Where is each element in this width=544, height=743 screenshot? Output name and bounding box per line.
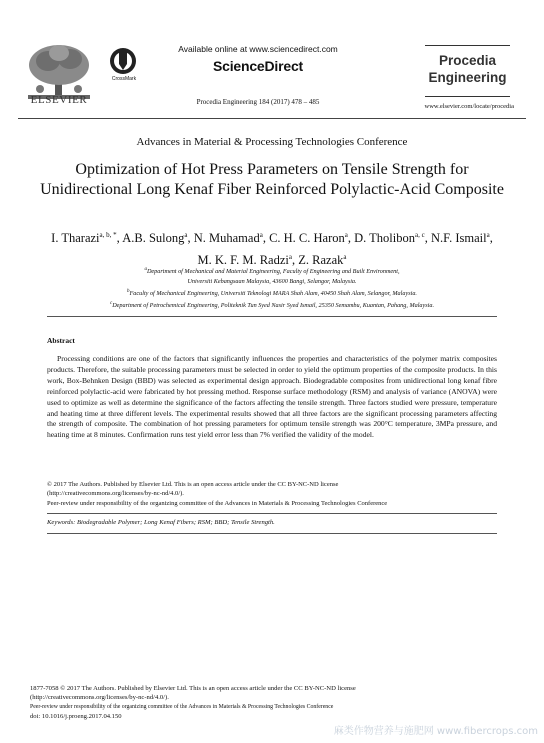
author-name: D. Tholibon [354, 231, 416, 246]
author-affiliation-mark: a, c [415, 231, 425, 239]
author-separator: , [262, 231, 270, 246]
author-separator: , [489, 231, 493, 246]
keywords-top-rule [47, 513, 497, 514]
journal-citation: Procedia Engineering 184 (2017) 478 – 485 [196, 98, 320, 106]
affiliation-line [30, 277, 514, 287]
affiliation-list [30, 265, 514, 311]
affiliation-mark: b [127, 289, 130, 295]
author-affiliation-mark: a [343, 253, 347, 262]
author-affiliation-mark: a [259, 231, 263, 239]
author-separator: , [292, 253, 299, 268]
author-name: N.F. Ismail [430, 231, 487, 246]
license-line: © 2017 The Authors. Published by Elsevier Ltd. This is an open access article under the CC BY-NC-ND license [47, 481, 339, 488]
footer-issn-line: 1877-7058 © 2017 The Authors. Published by Elsevier Ltd. This is an open access article under the CC BY-NC-ND license [30, 685, 356, 692]
affiliation-text: Universiti Kebangsaan Malaysia, 43600 Bangi, Selangor, Malaysia. [187, 278, 357, 286]
keywords-label: Keywords: [47, 519, 76, 526]
license-notice [47, 480, 497, 508]
footer-license-link[interactable]: (http://creativecommons.org/licenses/by-nc-nd/4.0/). [30, 694, 169, 702]
footer-notice [30, 684, 500, 722]
abstract-heading: Abstract [47, 336, 75, 345]
author-separator: , [347, 231, 355, 246]
keywords-list: Biodegradable Polymer; Long Kenaf Fibers; RSM; BBD; Tensile Strength. [76, 519, 275, 526]
keywords-bottom-rule [47, 533, 497, 534]
crossmark-label: CrossMark [111, 76, 137, 82]
author-separator: , [424, 231, 431, 246]
header-divider [18, 118, 526, 119]
author-name: A.B. Sulong [122, 231, 185, 246]
journal-box-top-rule [425, 45, 510, 46]
author-name: N. Muhamad [193, 231, 260, 246]
author-name: C. H. C. Haron [269, 231, 345, 246]
author-affiliation-mark: a [486, 231, 490, 239]
publisher-name: ELSEVIER [30, 94, 88, 106]
journal-name-line2: Engineering [428, 70, 507, 85]
journal-box-bottom-rule [425, 96, 510, 97]
available-online-text: Available online at www.sciencedirect.com [178, 44, 338, 54]
affiliation-line [30, 299, 514, 311]
affiliation-text: Department of Mechanical and Material Engineering, Faculty of Engineering and Built Environment, [146, 268, 400, 276]
affiliation-mark: c [109, 301, 113, 307]
author-separator: , [116, 231, 123, 246]
abstract-divider [47, 316, 497, 317]
author-list [30, 226, 514, 270]
author-name: Z. Razak [298, 253, 344, 268]
affiliation-mark: a [144, 267, 147, 272]
author-name: M. K. F. M. Radzi [197, 253, 289, 268]
sciencedirect-logo: ScienceDirect [212, 58, 303, 74]
affiliation-line [30, 287, 514, 299]
footer-doi[interactable]: doi: 10.1016/j.proeng.2017.04.150 [30, 713, 122, 721]
author-affiliation-mark: a [288, 253, 292, 262]
license-link[interactable]: (http://creativecommons.org/licenses/by-nc-nd/4.0/). [47, 490, 184, 498]
journal-name [425, 52, 510, 86]
peer-review-line: Peer-review under responsibility of the organizing committee of the Advances in Materials & Processing Technologies Conference [47, 499, 388, 507]
paper-title: Optimization of Hot Press Parameters on Tensile Strength for Unidirectional Long Kenaf Fiber Reinforced Polylactic-Acid Composite [40, 161, 504, 198]
author-affiliation-mark: a, b, * [99, 231, 117, 239]
affiliation-text: Faculty of Mechanical Engineering, Universiti Teknologi MARA Shah Alam, 40450 Shah Alam, Selangor, Malaysia. [129, 290, 417, 298]
conference-name: Advances in Material & Processing Technologies Conference [136, 136, 408, 148]
author-affiliation-mark: a [184, 231, 188, 239]
author-affiliation-mark: a [344, 231, 348, 239]
watermark: 麻类作物营养与施肥网 www.fibercrops.com [333, 726, 538, 737]
journal-url-link[interactable]: www.elsevier.com/locate/procedia [424, 103, 514, 110]
author-name: I. Tharazi [51, 231, 100, 246]
affiliation-text: Department of Petrochemical Engineering, Politeknik Tun Syed Nasir Syed Ismail, 25350 Semambu, Kuantan, Pahang, Malaysia. [112, 302, 435, 310]
crossmark-icon [108, 46, 138, 76]
keywords [47, 519, 497, 526]
footer-peer-review: Peer-review under responsibility of the organizing committee of the Advances in Materials & Processing Technologies Conference [30, 703, 334, 710]
affiliation-line [30, 265, 514, 277]
abstract-body: Processing conditions are one of the factors that significantly influences the properties and characteristics of the polymer matrix composites products. Therefore, the suitable processing parameters must be selected in order to yield the optimum properties of the composite products. In this work, Box-Behnken Design (BBD) was selected as experimental design approach. Biodegradable composites from unidirectional long kenaf fibre reinforced polylactic-acid were fabricated by hot pressing method. Response surface methodology (RSM) and analysis of variance (ANOVA) were used to optimize as well as determine the significance of the factors affecting the tensile strength. Three factors studied were pressure, temperature and heating time at three different levels. The experimental results showed that all three factors are the significant processing parameters affecting the strength of composite. The combination of hot pressing parameters for optimum tensile strength was 200°C temperature, 3MPa pressure, and heating time at 8 minutes. Confirmation runs test yield error less than 7% verified the validity of the model. [47, 354, 497, 440]
journal-name-line1: Procedia [438, 53, 497, 68]
author-separator: , [187, 231, 194, 246]
